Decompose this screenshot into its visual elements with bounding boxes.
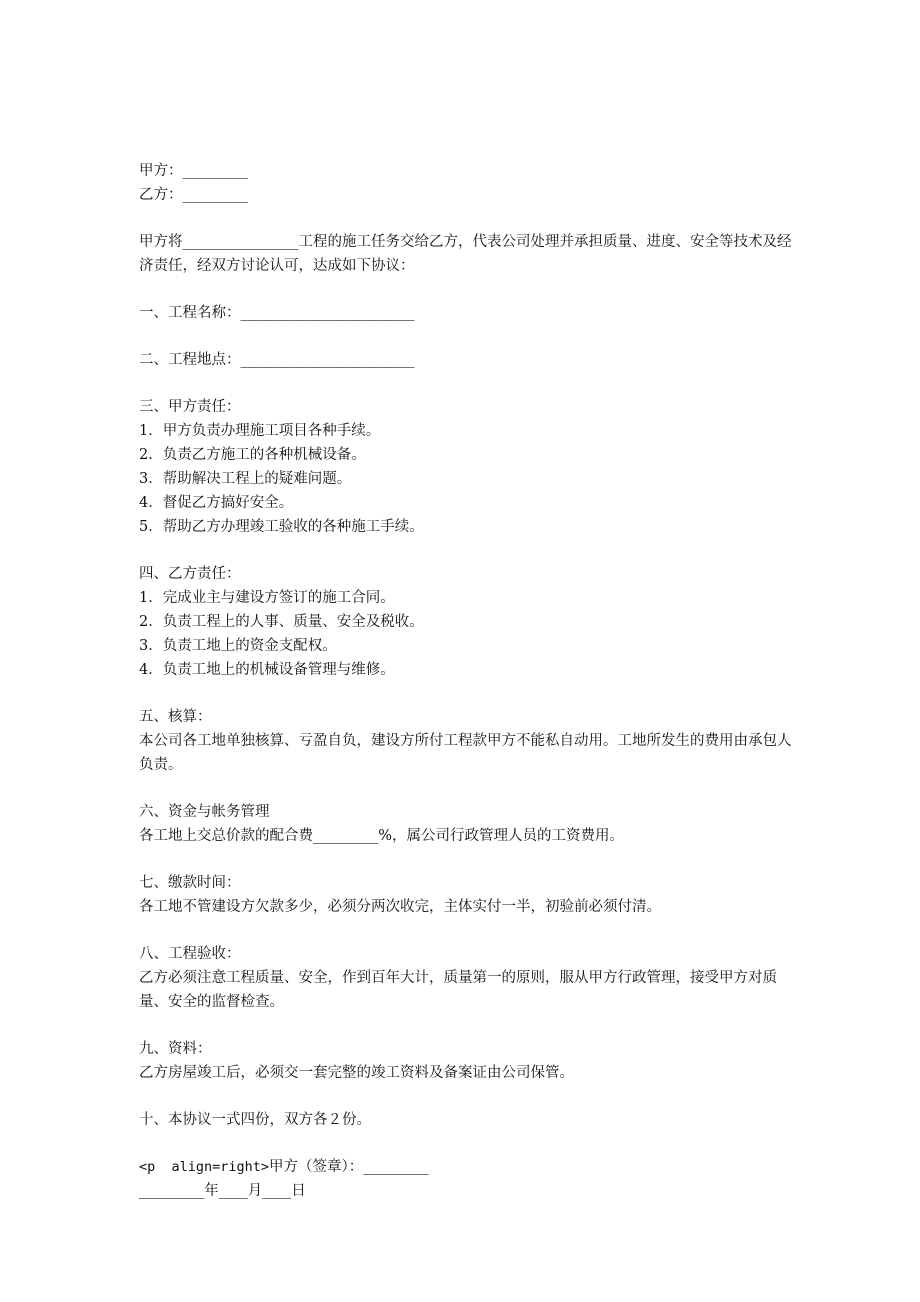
intro-paragraph: 甲方将________________工程的施工任务交给乙方，代表公司处理并承担质量、进度、安全等技术及经济责任，经双方讨论认可，达成如下协议：: [139, 234, 792, 274]
section-3-title: 三、甲方责任：: [139, 399, 241, 415]
section-7-title: 七、缴款时间：: [139, 875, 241, 891]
project-location-line: 二、工程地点：________________________: [139, 352, 415, 368]
list-item: 1．甲方负责办理施工项目各种手续。: [139, 423, 381, 439]
section-9-body: 乙方房屋竣工后，必须交一套完整的竣工资料及备案证由公司保管。: [139, 1065, 574, 1081]
section-6-body: 各工地上交总价款的配合费_________%，属公司行政管理人员的工资费用。: [139, 828, 625, 844]
section-5-title: 五、核算：: [139, 709, 212, 725]
list-item: 4．负责工地上的机械设备管理与维修。: [139, 662, 395, 678]
list-item: 3．负责工地上的资金支配权。: [139, 638, 337, 654]
section-7-body: 各工地不管建设方欠款多少，必须分两次收完，主体实付一半，初验前必须付清。: [139, 899, 661, 915]
signature-line: [139, 1155, 800, 1179]
party-b-line: 乙方：_________: [139, 187, 248, 203]
list-item: 3．帮助解决工程上的疑难问题。: [139, 471, 352, 487]
section-9-title: 九、资料：: [139, 1041, 212, 1057]
list-item: 2．负责工程上的人事、质量、安全及税收。: [139, 614, 424, 630]
list-item: 2．负责乙方施工的各种机械设备。: [139, 447, 366, 463]
list-item: 5．帮助乙方办理竣工验收的各种施工手续。: [139, 519, 424, 535]
list-item: 4．督促乙方搞好安全。: [139, 495, 294, 511]
section-6-title: 六、资金与帐务管理: [139, 804, 270, 820]
section-10-line: 十、本协议一式四份，双方各２份。: [139, 1112, 371, 1128]
section-8-body: 乙方必须注意工程质量、安全，作到百年大计，质量第一的原则，服从甲方行政管理，接受甲方对质量、安全的监督检查。: [139, 970, 777, 1010]
party-a-signature: 甲方（签章）：_________: [269, 1159, 429, 1175]
project-name-line: 一、工程名称：________________________: [139, 305, 415, 321]
list-item: 1．完成业主与建设方签订的施工合同。: [139, 590, 395, 606]
section-8-title: 八、工程验收：: [139, 946, 241, 962]
date-line: _________年____月____日: [139, 1183, 306, 1199]
section-4-title: 四、乙方责任：: [139, 566, 241, 582]
party-a-line: 甲方：_________: [139, 163, 248, 179]
section-5-body: 本公司各工地单独核算、亏盈自负，建设方所付工程款甲方不能私自动用。工地所发生的费用由承包人负责。: [139, 733, 792, 773]
raw-html-tag-text: <p align=right>: [139, 1159, 270, 1175]
